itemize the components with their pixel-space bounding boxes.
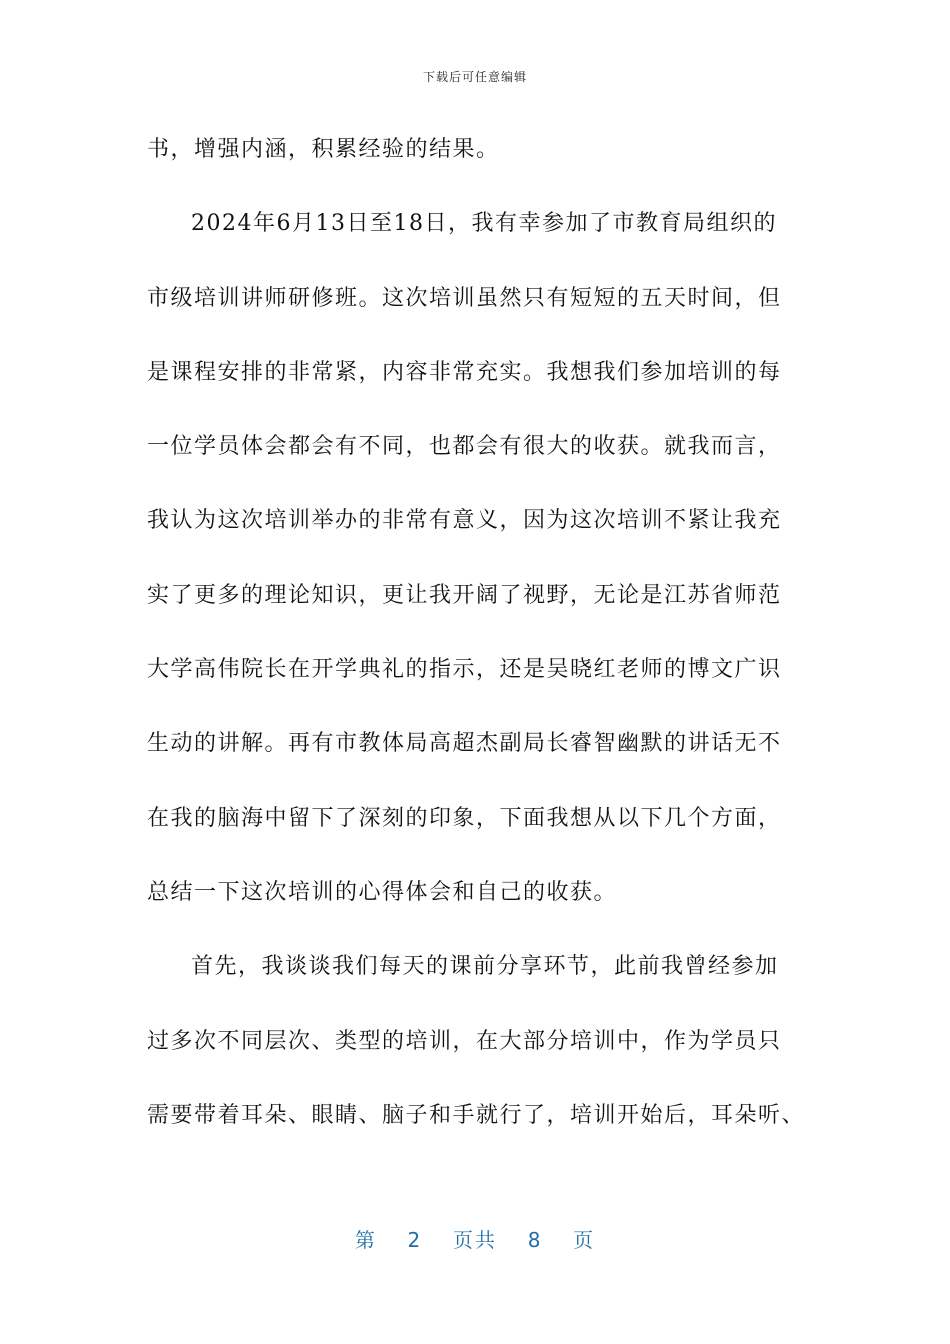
text-line: 生动的讲解。再有市教体局高超杰副局长睿智幽默的讲话无不 [147, 731, 782, 757]
current-page-number: 2 [407, 1228, 423, 1252]
text-line: 市级培训讲师研修班。这次培训虽然只有短短的五天时间，但 [147, 285, 782, 311]
text-line: 我认为这次培训举办的非常有意义，因为这次培训不紧让我充 [147, 508, 782, 534]
text-line: 实了更多的理论知识，更让我开阔了视野，无论是江苏省师范 [147, 582, 782, 608]
total-page-number: 8 [527, 1228, 543, 1252]
text-line: 一位学员体会都会有不同，也都会有很大的收获。就我而言， [147, 434, 782, 460]
footer-suffix: 页 [573, 1228, 596, 1252]
page-footer [0, 1224, 950, 1253]
text-line: 需要带着耳朵、眼睛、脑子和手就行了，培训开始后，耳朵听、 [147, 1102, 806, 1128]
header-note: 下载后可任意编辑 [422, 70, 527, 84]
text-line: 书，增强内涵，积累经验的结果。 [147, 137, 500, 162]
document-body [147, 113, 807, 1153]
text-line: 2024年6月13日至18日，我有幸参加了市教育局组织的 [191, 211, 777, 237]
footer-prefix: 第 [354, 1228, 377, 1252]
text-line: 总结一下这次培训的心得体会和自己的收获。 [147, 879, 618, 905]
text-line: 在我的脑海中留下了深刻的印象，下面我想从以下几个方面， [147, 805, 782, 831]
footer-middle: 页共 [453, 1228, 497, 1252]
text-line: 首先，我谈谈我们每天的课前分享环节，此前我曾经参加 [191, 954, 779, 980]
text-line: 大学高伟院长在开学典礼的指示，还是吴晓红老师的博文广识 [147, 657, 782, 683]
text-line: 是课程安排的非常紧，内容非常充实。我想我们参加培训的每 [147, 359, 782, 385]
text-line: 过多次不同层次、类型的培训，在大部分培训中，作为学员只 [147, 1028, 782, 1054]
